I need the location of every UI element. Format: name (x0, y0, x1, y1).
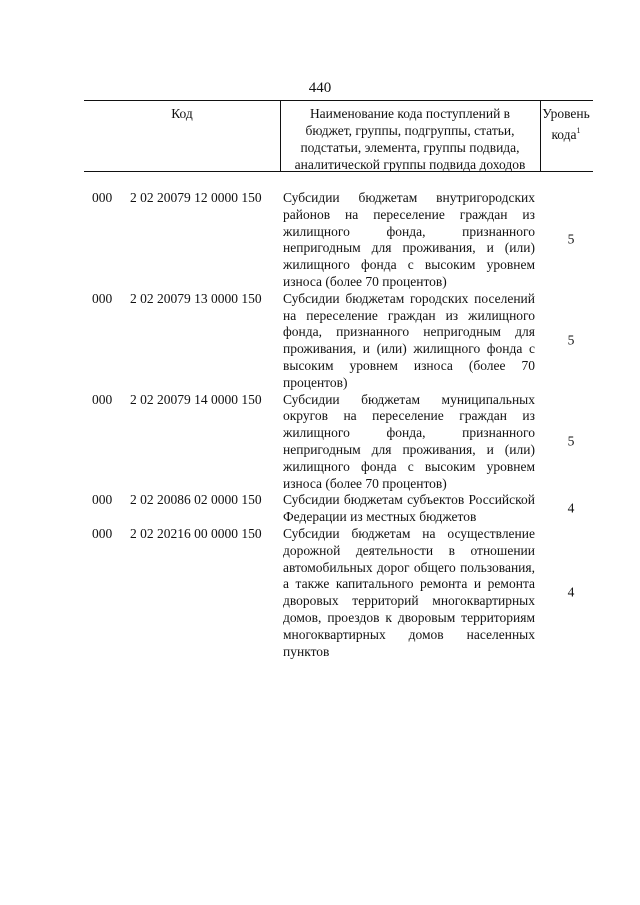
row-name: Субсидии бюджетам на осуществление дорожной деятельности в отношении автомобильных дорог общего пользования, а также капитального ремонта и ремонта дворовых территорий многоквартирных домов, проездов к дворовым территориям многоквартирных домов населенных пунктов (283, 525, 535, 659)
row-level: 5 (567, 332, 575, 348)
footnote-marker: 1 (576, 126, 581, 135)
table-row (0, 492, 640, 526)
header-level-label: кода (551, 127, 577, 142)
row-name: Субсидии бюджетам муниципальных округов на переселение граждан из жилищного фонда, признанного непригодным для проживания, и (или) жилищного фонда с высоким уровнем износа (более 70 процентов) (283, 391, 535, 491)
table-row (0, 392, 640, 493)
header-name-line: аналитической группы подвида доходов (294, 157, 526, 172)
header-level (540, 105, 592, 143)
page-number: 440 (308, 80, 332, 96)
row-admin-code: 000 (92, 525, 113, 541)
row-admin-code: 000 (92, 290, 113, 306)
row-level: 5 (567, 433, 575, 449)
table-row (0, 190, 640, 291)
row-income-code: 2 02 20079 12 0000 150 (130, 190, 262, 205)
header-name-line: подстатьи, элемента, группы подвида, (300, 140, 520, 155)
table-header (84, 100, 593, 172)
row-income-code: 2 02 20086 02 0000 150 (130, 492, 262, 508)
header-name-line: Наименование кода поступлений в (309, 106, 511, 121)
header-code: Код (171, 106, 193, 121)
row-admin-code: 000 (92, 190, 113, 205)
table-row (0, 291, 640, 392)
row-level: 4 (567, 584, 575, 600)
table-body (0, 190, 640, 660)
row-income-code: 2 02 20079 13 0000 150 (130, 290, 262, 306)
header-level-line1: Уровень (542, 106, 590, 121)
table-row (0, 526, 640, 660)
row-name: Субсидии бюджетам городских поселений на переселение граждан из жилищного фонда, признанного непригодным для проживания, и (или) жилищного фонда с высоким уровнем износа (более 70 процентов) (283, 290, 535, 390)
row-admin-code: 000 (92, 492, 113, 508)
row-level: 5 (567, 231, 575, 247)
header-name (281, 105, 539, 173)
row-name: Субсидии бюджетам внутригородских районов на переселение граждан из жилищного фонда, признанного непригодным для проживания, и (или) жилищного фонда с высоким уровнем износа (более 70 процентов) (283, 190, 535, 289)
row-income-code: 2 02 20079 14 0000 150 (130, 391, 262, 407)
row-level: 4 (567, 500, 575, 516)
header-level-line2 (540, 122, 592, 143)
header-name-line: бюджет, группы, подгруппы, статьи, (305, 123, 515, 138)
row-name: Субсидии бюджетам субъектов Российской Федерации из местных бюджетов (283, 492, 535, 525)
row-admin-code: 000 (92, 391, 113, 407)
row-income-code: 2 02 20216 00 0000 150 (130, 525, 262, 541)
